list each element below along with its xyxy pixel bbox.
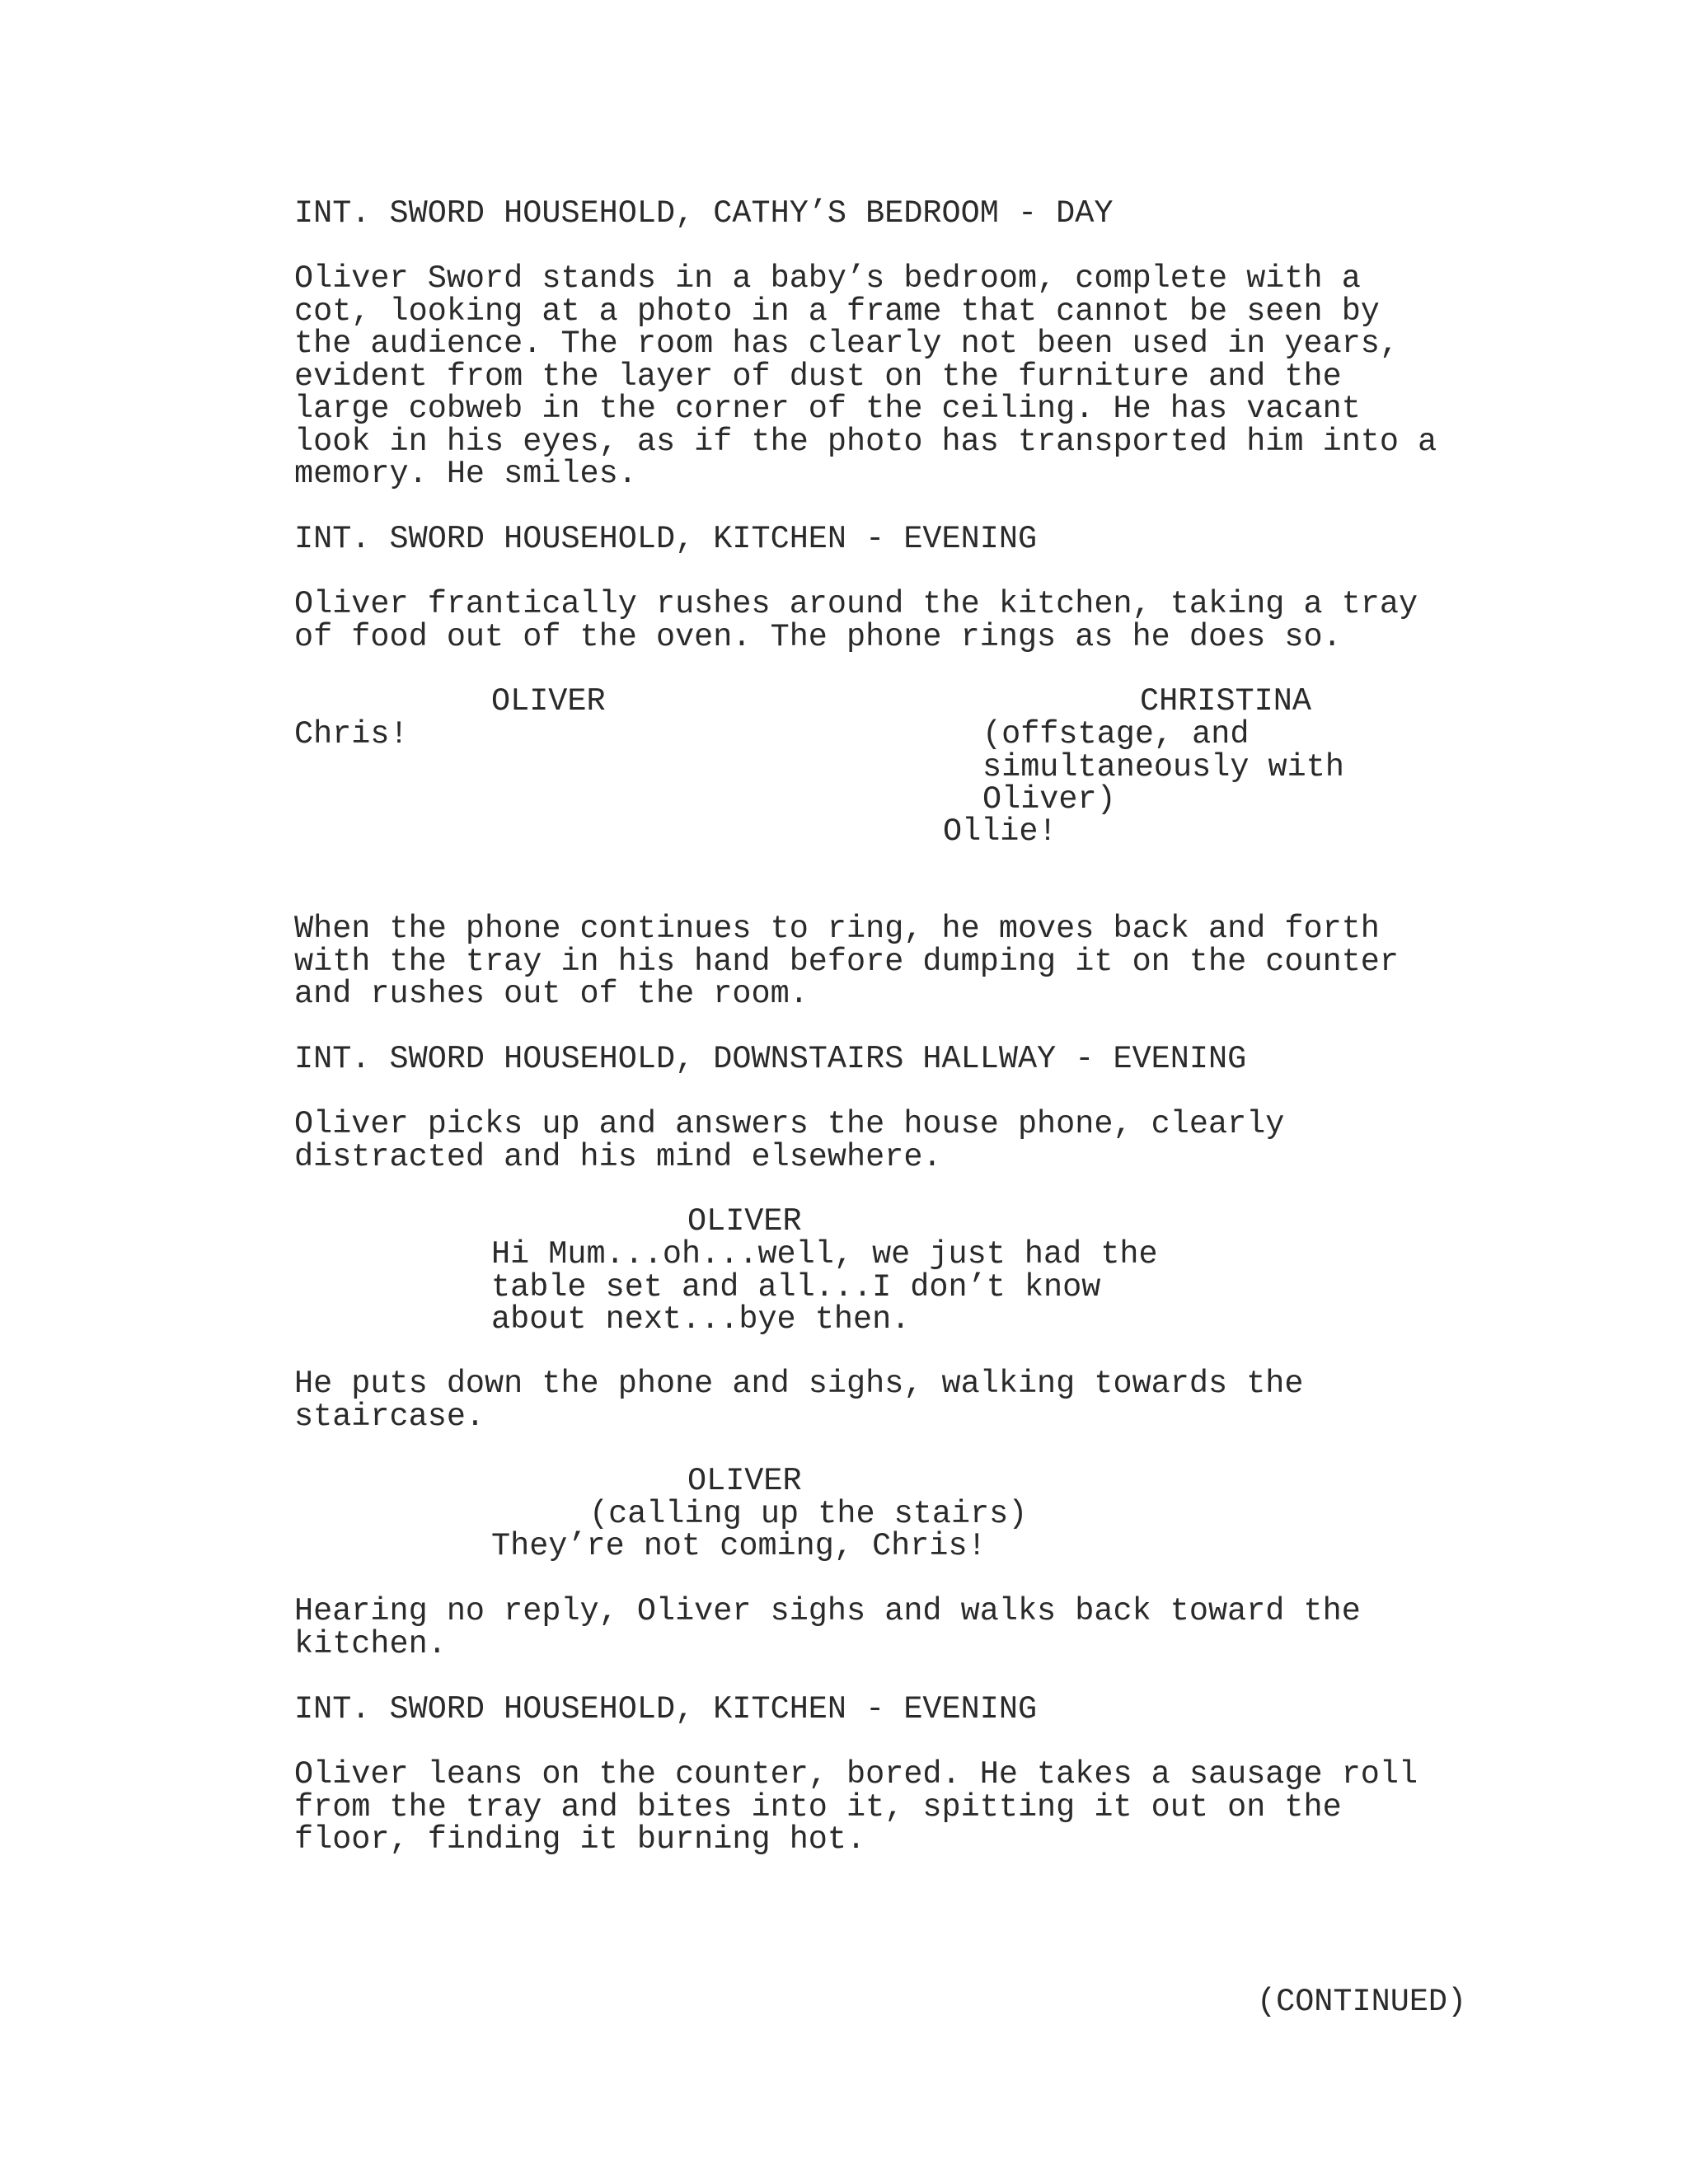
dialogue-block bbox=[491, 1530, 987, 1563]
action-line: evident from the layer of dust on the furniture and the bbox=[294, 358, 1342, 395]
action-block bbox=[294, 1368, 1304, 1433]
action-block bbox=[294, 1756, 1418, 1858]
scene-heading: INT. SWORD HOUSEHOLD, DOWNSTAIRS HALLWAY - EVENING bbox=[294, 1041, 1247, 1077]
action-line: of food out of the oven. The phone rings as he does so. bbox=[294, 618, 1342, 655]
action-line: Oliver Sword stands in a baby’s bedroom, complete with a bbox=[294, 260, 1361, 297]
action-line: Oliver picks up and answers the house phone, clearly bbox=[294, 1106, 1285, 1142]
action-line: Hearing no reply, Oliver sighs and walks back toward the bbox=[294, 1593, 1361, 1629]
action-line: kitchen. bbox=[294, 1625, 447, 1662]
scene-heading: INT. SWORD HOUSEHOLD, KITCHEN - EVENING bbox=[294, 521, 1038, 557]
action-line: He puts down the phone and sighs, walking towards the bbox=[294, 1366, 1304, 1402]
action-block bbox=[294, 260, 1437, 492]
dialogue-line: Ollie! bbox=[943, 813, 1057, 850]
dialogue-line: Hi Mum...oh...well, we just had the bbox=[491, 1236, 1158, 1272]
parenthetical-line: (offstage, and bbox=[982, 716, 1250, 752]
scene-heading: INT. SWORD HOUSEHOLD, CATHY’S BEDROOM - DAY bbox=[294, 195, 1114, 232]
action-line: from the tray and bites into it, spitting it out on the bbox=[294, 1788, 1342, 1825]
action-block bbox=[294, 1108, 1284, 1174]
scene-heading: INT. SWORD HOUSEHOLD, KITCHEN - EVENING bbox=[294, 1691, 1038, 1727]
action-line: distracted and his mind elsewhere. bbox=[294, 1138, 942, 1175]
action-line: the audience. The room has clearly not been used in years, bbox=[294, 326, 1400, 362]
parenthetical bbox=[982, 716, 1344, 818]
parenthetical: (calling up the stairs) bbox=[589, 1496, 1028, 1532]
action-line: Oliver leans on the counter, bored. He takes a sausage roll bbox=[294, 1756, 1418, 1793]
dialogue-line: Chris! bbox=[294, 716, 409, 752]
action-block bbox=[294, 1593, 1361, 1662]
character-name: OLIVER bbox=[687, 1203, 802, 1240]
action-line: When the phone continues to ring, he moves back and forth bbox=[294, 911, 1380, 947]
dialogue-line: They’re not coming, Chris! bbox=[491, 1528, 987, 1564]
dialogue-line: about next...bye then. bbox=[491, 1301, 911, 1338]
parenthetical-line: Oliver) bbox=[982, 781, 1116, 818]
action-line: floor, finding it burning hot. bbox=[294, 1821, 866, 1858]
action-line: look in his eyes, as if the photo has transported him into a bbox=[294, 423, 1437, 460]
continued-marker: (CONTINUED) bbox=[1257, 1984, 1467, 2020]
character-name: CHRISTINA bbox=[1140, 683, 1311, 719]
parenthetical-line: simultaneously with bbox=[982, 748, 1344, 785]
action-line: large cobweb in the corner of the ceiling. He has vacant bbox=[294, 391, 1361, 427]
action-line: with the tray in his hand before dumping it on the counter bbox=[294, 943, 1400, 980]
dialogue-block bbox=[491, 1236, 1158, 1338]
action-line: and rushes out of the room. bbox=[294, 976, 809, 1012]
action-line: cot, looking at a photo in a frame that cannot be seen by bbox=[294, 293, 1380, 330]
action-line: staircase. bbox=[294, 1398, 485, 1435]
character-name: OLIVER bbox=[491, 683, 606, 719]
action-block bbox=[294, 913, 1399, 1011]
dialogue-line: table set and all...I don’t know bbox=[491, 1268, 1101, 1305]
action-line: Oliver frantically rushes around the kitchen, taking a tray bbox=[294, 586, 1418, 622]
character-name: OLIVER bbox=[687, 1463, 802, 1499]
action-line: memory. He smiles. bbox=[294, 456, 637, 492]
action-block bbox=[294, 588, 1418, 654]
